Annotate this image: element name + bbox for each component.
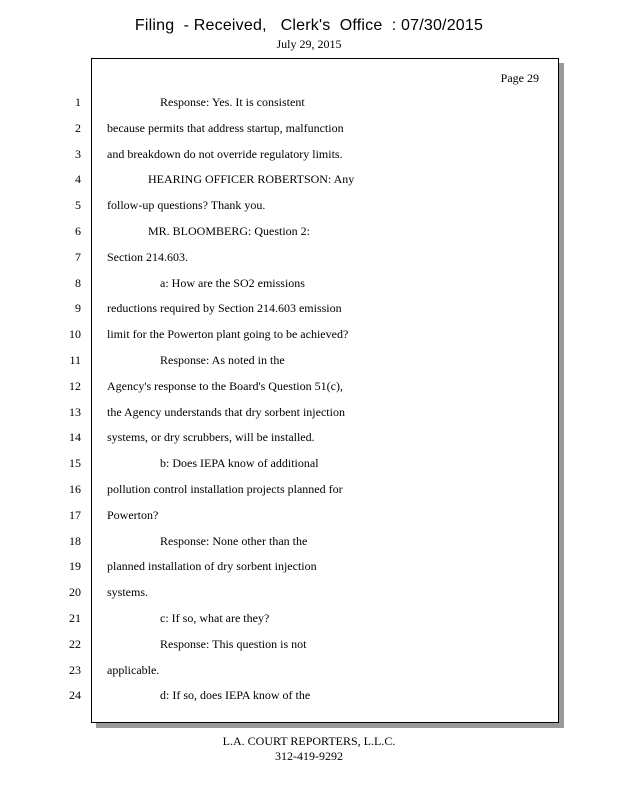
line-text: reductions required by Section 214.603 emission (107, 301, 342, 315)
line-number: 17 (69, 508, 81, 522)
line-number: 23 (69, 663, 81, 677)
filing-stamp: Filing - Received, Clerk's Office : 07/30/2015 (134, 17, 484, 34)
line-number: 5 (75, 198, 81, 212)
line-number: 11 (69, 353, 81, 367)
line-text: Response: None other than the (160, 534, 308, 548)
line-text: systems. (107, 585, 149, 599)
line-text: pollution control installation projects planned for (107, 482, 343, 496)
page-number: Page 29 (500, 71, 539, 85)
line-number: 1 (75, 95, 81, 109)
line-number: 7 (75, 250, 81, 264)
line-number: 18 (69, 534, 81, 548)
line-number: 22 (69, 637, 81, 651)
line-number: 4 (75, 172, 81, 186)
line-text: c: If so, what are they? (160, 611, 270, 625)
line-number: 21 (69, 611, 81, 625)
line-text: Powerton? (107, 508, 159, 522)
line-text: the Agency understands that dry sorbent injection (107, 405, 345, 419)
line-number: 3 (75, 147, 81, 161)
line-text: Response: As noted in the (160, 353, 285, 367)
line-text: b: Does IEPA know of additional (160, 456, 319, 470)
line-number: 16 (69, 482, 81, 496)
line-text: because permits that address startup, malfunction (107, 121, 344, 135)
footer-company: L.A. COURT REPORTERS, L.L.C. (222, 734, 396, 748)
line-number: 24 (69, 688, 81, 702)
line-text: Response: This question is not (160, 637, 307, 651)
line-text: Agency's response to the Board's Question 51(c), (107, 379, 343, 393)
line-text: systems, or dry scrubbers, will be installed. (107, 430, 315, 444)
line-text: and breakdown do not override regulatory limits. (107, 147, 343, 161)
line-text: a: How are the SO2 emissions (160, 276, 305, 290)
line-number: 8 (75, 276, 81, 290)
line-text: planned installation of dry sorbent injection (107, 559, 317, 573)
line-text: MR. BLOOMBERG: Question 2: (148, 224, 311, 238)
line-text: Response: Yes. It is consistent (160, 95, 305, 109)
line-text: applicable. (107, 663, 160, 677)
transcript-date: July 29, 2015 (276, 37, 342, 51)
line-text: Section 214.603. (107, 250, 188, 264)
line-number: 2 (75, 121, 81, 135)
line-number: 15 (69, 456, 81, 470)
line-number: 13 (69, 405, 81, 419)
line-number: 19 (69, 559, 81, 573)
line-number: 6 (75, 224, 81, 238)
line-number: 14 (69, 430, 81, 444)
line-number: 12 (69, 379, 81, 393)
line-text: follow-up questions? Thank you. (107, 198, 266, 212)
line-text: d: If so, does IEPA know of the (160, 688, 311, 702)
footer-phone: 312-419-9292 (275, 749, 343, 763)
line-number: 9 (75, 301, 81, 315)
line-text: limit for the Powerton plant going to be achieved? (107, 327, 349, 341)
line-number: 10 (69, 327, 81, 341)
line-number: 20 (69, 585, 81, 599)
line-text: HEARING OFFICER ROBERTSON: Any (148, 172, 355, 186)
